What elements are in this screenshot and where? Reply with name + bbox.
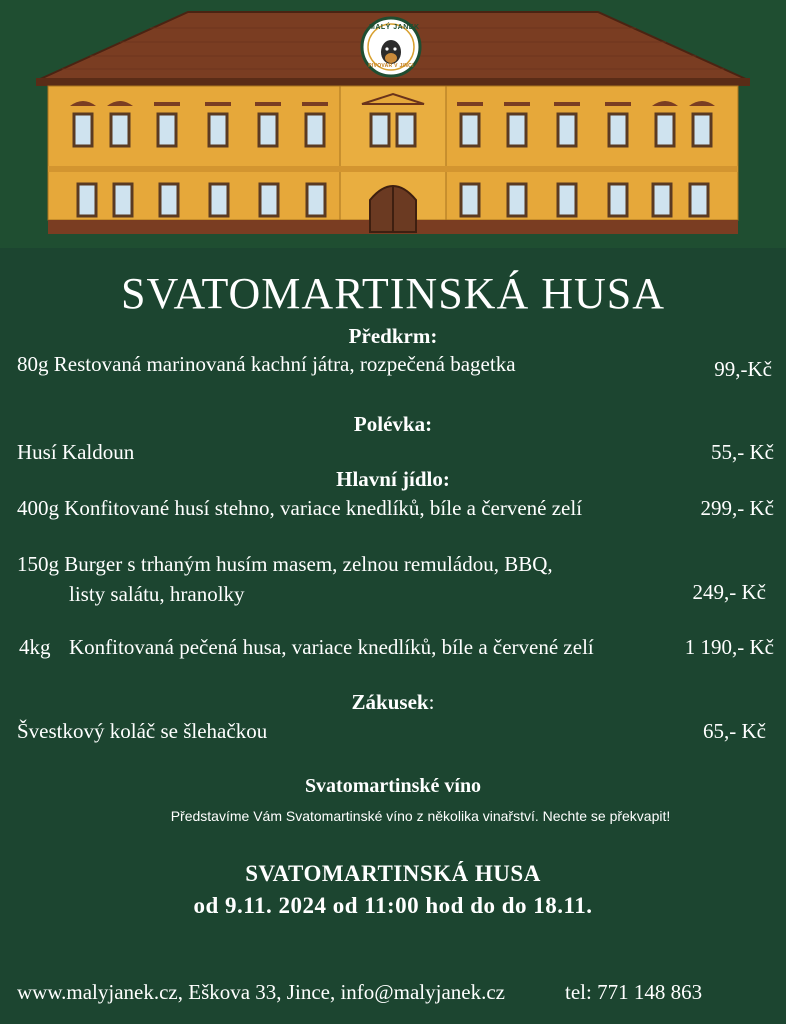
menu-item-svestkovy-kolac: Švestkový koláč se šlehačkou — [17, 719, 268, 743]
section-heading-zakusek — [0, 690, 786, 715]
menu-title: SVATOMARTINSKÁ HUSA — [120, 269, 666, 318]
section-heading-hlavni: Hlavní jídlo: — [336, 467, 450, 491]
menu-item-husi-kaldoun: Husí Kaldoun — [17, 440, 135, 464]
price-husi-stehno: 299,- Kč — [700, 496, 774, 520]
footer-contact: www.malyjanek.cz, Eškova 33, Jince, info@malyjanek.cz — [17, 980, 505, 1004]
header-illustration — [0, 0, 786, 248]
menu-item-husa-qty: 4kg — [19, 635, 51, 659]
promo-dates: od 9.11. 2024 od 11:00 hod do do 18.11. — [193, 893, 593, 918]
building-illustration — [0, 0, 786, 248]
price-svestkovy-kolac: 65,- Kč — [703, 719, 766, 743]
menu-item-burger: 150g Burger s trhaným husím masem, zelnou remuládou, BBQ, — [17, 552, 553, 576]
wine-note: Představíme Vám Svatomartinské víno z několika vinařství. Nechte se překvapit! — [170, 808, 671, 824]
zakusek-heading-label: Zákusek — [351, 690, 429, 714]
price-pecena-husa: 1 190,- Kč — [684, 635, 774, 659]
price-kachni-jatra: 99,-Kč — [714, 357, 772, 381]
section-heading-predkrm: Předkrm: — [348, 324, 438, 348]
zakusek-heading-colon: : — [428, 690, 435, 714]
logo-name: MALÝ JANEK — [369, 24, 420, 31]
logo-tagline: PIVOVAR V JINCI — [368, 63, 414, 69]
menu-item-burger-line2: listy salátu, hranolky — [69, 582, 245, 606]
menu-item-husi-stehno: 400g Konfitované husí stehno, variace knedlíků, bíle a červené zelí — [17, 496, 583, 520]
price-burger: 249,- Kč — [692, 580, 766, 604]
footer-phone: tel: 771 148 863 — [565, 980, 703, 1004]
section-heading-vino: Svatomartinské víno — [304, 775, 482, 797]
menu-item-kachni-jatra: 80g Restovaná marinovaná kachní játra, rozpečená bagetka — [17, 352, 516, 376]
menu-item-pecena-husa: Konfitovaná pečená husa, variace knedlíků, bíle a červené zelí — [69, 635, 594, 659]
promo-title: SVATOMARTINSKÁ HUSA — [245, 861, 541, 886]
section-heading-polevka: Polévka: — [353, 412, 433, 436]
price-husi-kaldoun: 55,- Kč — [711, 440, 774, 464]
